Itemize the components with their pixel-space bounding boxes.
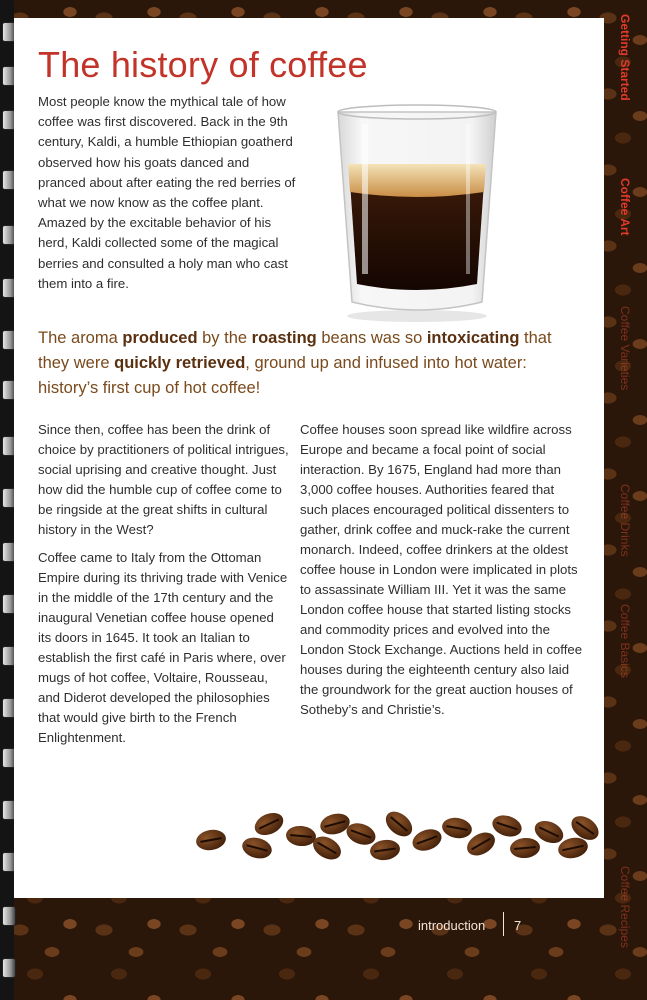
pull-quote-segment: , ground up and infused into hot water: history’s first cup of hot coffee!: [38, 354, 527, 397]
page-title: The history of coffee: [38, 44, 368, 85]
coffee-bean: [251, 809, 287, 840]
tab-getting-started[interactable]: [606, 8, 647, 118]
pull-quote-segment: beans was so: [316, 329, 427, 347]
tab-coffee-recipes[interactable]: [606, 860, 647, 980]
pull-quote-segment: produced: [122, 329, 198, 347]
body-paragraph: Coffee houses soon spread like wildfire across Europe and became a focal point of social interaction. By 1675, England had more than 3,000 coffee houses. Authorities feared that such places encouraged political dissenters to gather, drink coffee and muck-rake the current monarch. Indeed, coffee drinkers at the oldest coffee house in London were implicated in plots to assassinate William III. Yet it was the same London coffee house that started listing stocks and commodity prices and evolved into the London Stock Exchange. Auctions held in coffee houses during the eighteenth century also laid the groundwork for the great auction houses of Sotheby’s and Christie’s.: [300, 422, 583, 717]
pull-quote-segment: The aroma: [38, 329, 123, 347]
tab-label: Coffee Basics: [618, 604, 632, 678]
body-paragraph: Since then, coffee has been the drink of choice by practitioners of political intrigues, social uprising and creative thought. Just how did the humble cup of coffee come to be ringside at the great shifts in cultural history in the West?: [38, 422, 289, 537]
coffee-bean: [490, 812, 525, 840]
pull-quote-segment: by the: [197, 329, 252, 347]
tab-label: Coffee Art: [618, 178, 632, 236]
binding-ring: [2, 958, 16, 978]
tab-label: Coffee Drinks: [618, 484, 632, 557]
espresso-glass-image: [332, 94, 502, 324]
left-column: [38, 420, 290, 756]
page-number: 7: [514, 918, 522, 933]
coffee-bean: [440, 816, 473, 841]
right-column: [300, 420, 584, 728]
coffee-bean: [240, 834, 274, 861]
coffee-bean: [381, 807, 417, 842]
coffee-bean: [509, 837, 541, 860]
coffee-bean: [194, 828, 227, 853]
tab-label: Coffee Recipes: [618, 866, 632, 948]
binding-ring: [2, 906, 16, 926]
tab-coffee-art[interactable]: [606, 172, 647, 272]
body-paragraph: Coffee came to Italy from the Ottoman Empire during its thriving trade with Venice in the middle of the 17th century and the inaugural Venetian coffee house opened its doors in 1645. It took an Italian to establish the first café in Paris where, over mugs of hot coffee, Voltaire, Rousseau, and Diderot developed the philosophies that would give birth to the French Enlightenment.: [38, 550, 288, 745]
tab-coffee-basics[interactable]: [606, 598, 647, 708]
spiral-binding: [0, 0, 14, 1000]
tab-coffee-varieties[interactable]: [606, 300, 647, 418]
intro-paragraph: Most people know the mythical tale of how coffee was first discovered. Back in the 9th century, Kaldi, a humble Ethiopian goatherd observed how his goats danced and pranced about after eating the red berries of what we now know as the coffee plant. Amazed by the excitable behavior of his herd, Kaldi collected some of the magical berries and consulted a holy man who cast them into a fire.: [38, 94, 296, 291]
tab-label: Coffee Varieties: [618, 306, 632, 391]
pull-quote-segment: roasting: [251, 329, 317, 347]
pull-quote-segment: intoxicating: [426, 329, 520, 347]
footer-section-label: introduction: [418, 918, 486, 933]
tab-label: Getting Started: [618, 14, 632, 101]
page: [14, 18, 604, 898]
tab-coffee-drinks[interactable]: [606, 478, 647, 582]
coffee-bean: [409, 825, 444, 854]
pull-quote: [38, 326, 578, 401]
pull-quote-segment: that they were: [38, 329, 552, 372]
footer-divider: [503, 912, 504, 936]
pull-quote-segment: quickly retrieved: [114, 354, 246, 372]
section-tabs: [606, 0, 647, 1000]
